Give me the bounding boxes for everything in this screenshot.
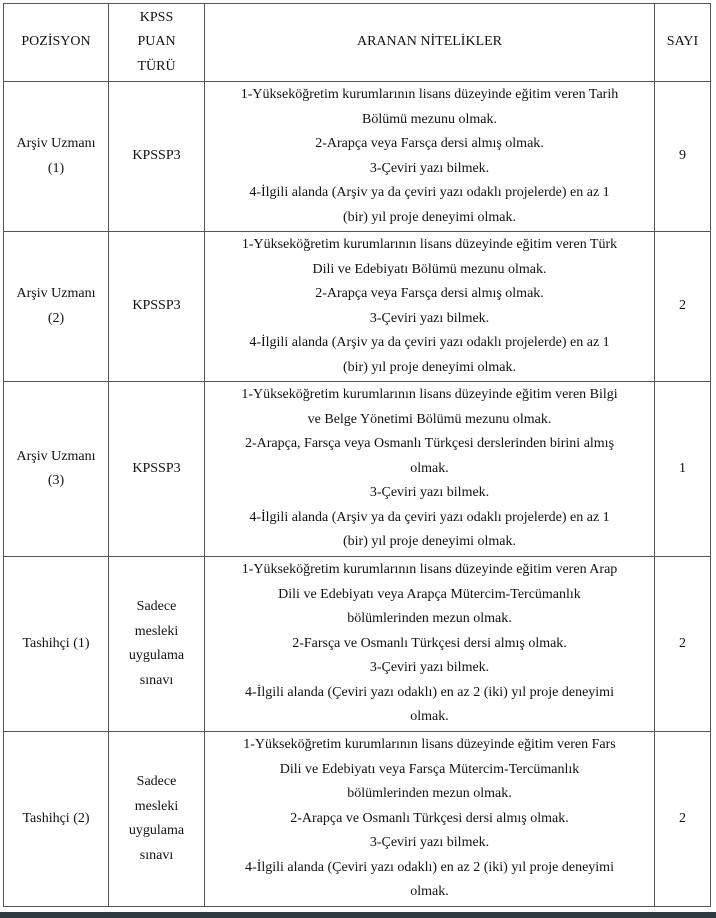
position-cell — [4, 232, 109, 382]
count-cell: 9 — [655, 82, 711, 232]
score-type-line: mesleki — [134, 623, 179, 639]
score-type-line: uygulama — [128, 823, 185, 838]
qualification-line: 1-Yükseköğretim kurumlarının lisans düzeyinde eğitim veren Bilgi — [241, 387, 618, 403]
count-cell: 1 — [655, 382, 711, 557]
qualification-line: 4-İlgili alanda (Çeviri yazı odaklı) en az 2 (iki) yıl proje deneyimi — [245, 859, 614, 875]
qualification-line: 3-Çeviri yazı bilmek. — [369, 835, 490, 851]
qualification-line: 1-Yükseköğretim kurumlarının lisans düzeyinde eğitim veren Türk — [241, 237, 618, 252]
qualification-line: 3-Çeviri yazı bilmek. — [369, 660, 490, 676]
qualification-line: Dili ve Edebiyatı Bölümü mezunu olmak. — [312, 261, 547, 277]
qualification-line: Bölümü mezunu olmak. — [362, 111, 497, 127]
header-qualifications: ARANAN NİTELİKLER — [205, 4, 655, 82]
qualifications-cell — [205, 732, 655, 907]
qualification-line: Dili ve Edebiyatı veya Farsça Mütercim-Tercümanlık — [279, 761, 580, 777]
score-type-line: uygulama — [128, 648, 185, 663]
position-cell — [4, 732, 109, 907]
position-cell — [4, 82, 109, 232]
qualification-line: 4-İlgili alanda (Arşiv ya da çeviri yazı odaklı projelerde) en az 1 — [249, 185, 610, 200]
qualification-line: (bir) yıl proje deneyimi olmak. — [342, 209, 516, 225]
position-number: (3) — [47, 473, 65, 488]
qualification-line: olmak. — [410, 884, 449, 900]
position-cell — [4, 382, 109, 557]
qualification-line: 1-Yükseköğretim kurumlarının lisans düzeyinde eğitim veren Arap — [241, 562, 618, 578]
qualification-line: 1-Yükseköğretim kurumlarının lisans düzeyinde eğitim veren Fars — [243, 737, 616, 753]
score-type-line: Sadece — [136, 599, 177, 614]
position-name: Tashihçi (1) — [22, 635, 90, 651]
qualification-line: ve Belge Yönetimi Bölümü mezunu olmak. — [307, 411, 552, 427]
position-name: Arşiv Uzmanı — [16, 448, 96, 464]
qualifications-cell — [205, 557, 655, 732]
score-type-line: KPSSP3 — [132, 460, 181, 476]
position-name: Arşiv Uzmanı — [16, 136, 96, 151]
qualification-line: Dili ve Edebiyatı veya Arapça Mütercim-Tercümanlık — [278, 586, 581, 602]
qualifications-cell — [205, 82, 655, 232]
qualification-line: bölümlerinden mezun olmak. — [347, 786, 512, 802]
qualification-line: (bir) yıl proje deneyimi olmak. — [342, 534, 516, 550]
qualification-line: 1-Yükseköğretim kurumlarının lisans düzeyinde eğitim veren Tarih — [240, 87, 619, 102]
header-position: POZİSYON — [4, 4, 109, 82]
qualification-line: (bir) yıl proje deneyimi olmak. — [342, 359, 516, 375]
header-kpss-score-type — [109, 4, 205, 82]
qualification-line: 4-İlgili alanda (Çeviri yazı odaklı) en az 2 (iki) yıl proje deneyimi — [245, 684, 614, 700]
header-count: SAYI — [655, 4, 711, 82]
score-type-cell — [109, 382, 205, 557]
qualification-line: bölümlerinden mezun olmak. — [347, 611, 512, 627]
position-cell — [4, 557, 109, 732]
qualification-line: olmak. — [410, 460, 449, 476]
score-type-line: sınavı — [139, 847, 174, 863]
qualification-line: 2-Arapça veya Farsça dersi almış olmak. — [315, 136, 544, 151]
qualifications-cell — [205, 232, 655, 382]
qualification-line: 3-Çeviri yazı bilmek. — [369, 310, 490, 326]
qualification-line: 2-Arapça, Farsça veya Osmanlı Türkçesi derslerinden birini almış — [244, 436, 615, 452]
count-cell: 2 — [655, 557, 711, 732]
qualification-line: 2-Farsça ve Osmanlı Türkçesi dersi almış olmak. — [292, 635, 567, 651]
qualification-line: 2-Arapça ve Osmanlı Türkçesi dersi almış olmak. — [290, 810, 569, 826]
score-type-cell — [109, 557, 205, 732]
score-type-cell — [109, 232, 205, 382]
score-type-line: KPSSP3 — [132, 298, 181, 314]
position-number: (2) — [47, 310, 65, 326]
table-row — [4, 232, 711, 382]
position-number: (1) — [47, 160, 65, 176]
table-row — [4, 732, 711, 907]
count-cell: 2 — [655, 732, 711, 907]
qualification-line: 2-Arapça veya Farsça dersi almış olmak. — [315, 286, 544, 301]
position-name: Tashihçi (2) — [22, 810, 90, 826]
table-row — [4, 382, 711, 557]
header-puan-line: KPSS — [139, 9, 174, 25]
score-type-line: mesleki — [134, 798, 179, 814]
qualification-line: 3-Çeviri yazı bilmek. — [369, 160, 490, 176]
qualification-line: 4-İlgili alanda (Arşiv ya da çeviri yazı odaklı projelerde) en az 1 — [249, 335, 610, 350]
score-type-cell — [109, 82, 205, 232]
count-cell: 2 — [655, 232, 711, 382]
score-type-cell — [109, 732, 205, 907]
header-puan-line: PUAN — [137, 34, 176, 50]
score-type-line: sınavı — [139, 672, 174, 688]
bottom-edge-bar — [0, 912, 716, 918]
requirements-table — [3, 3, 711, 907]
score-type-line: Sadece — [136, 774, 177, 789]
table-row — [4, 82, 711, 232]
qualification-line: olmak. — [410, 709, 449, 725]
score-type-line: KPSSP3 — [132, 148, 181, 164]
header-row — [4, 4, 711, 82]
qualification-line: 3-Çeviri yazı bilmek. — [369, 485, 490, 501]
header-puan-line: TÜRÜ — [137, 58, 176, 74]
table-row — [4, 557, 711, 732]
qualifications-cell — [205, 382, 655, 557]
position-name: Arşiv Uzmanı — [16, 286, 96, 301]
qualification-line: 4-İlgili alanda (Arşiv ya da çeviri yazı odaklı projelerde) en az 1 — [249, 509, 610, 525]
